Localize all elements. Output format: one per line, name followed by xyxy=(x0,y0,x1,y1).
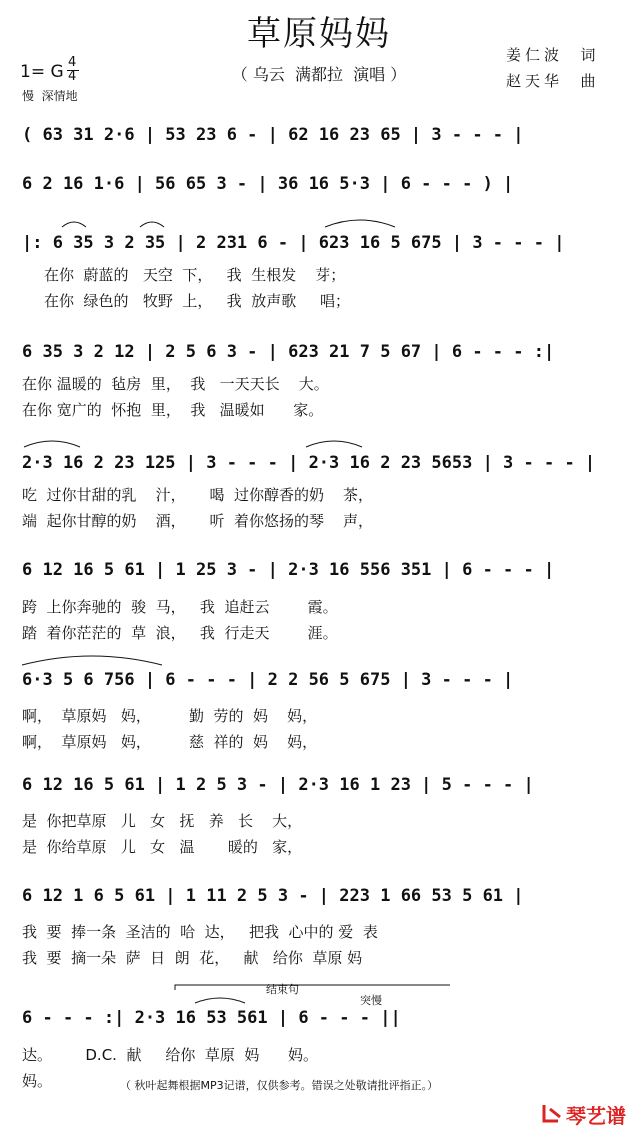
ending-bracket xyxy=(175,985,450,990)
slur xyxy=(62,222,86,227)
staff-row-6: 6 12 16 5 61 | 1 25 3 - | 2·3 16 556 351 | 6 - - - | xyxy=(22,560,555,580)
lyric-row-4-verse-1: 在你 温暖的 毡房 里， 我 一天天长 大。 xyxy=(22,375,329,393)
staff-row-2: 6 2 16 1·6 | 56 65 3 - | 36 16 5·3 | 6 - - - ) | xyxy=(22,174,514,194)
staff-row-7: 6·3 5 6 756 | 6 - - - | 2 2 56 5 675 | 3 - - - | xyxy=(22,670,514,690)
staff-row-3: |: 6 35 3 2 35 | 2 231 6 - | 623 16 5 675 | 3 - - - | xyxy=(22,233,565,253)
singers: （ 乌云 满都拉 演唱 ） xyxy=(231,65,407,84)
tempo-marking: 慢 深情地 xyxy=(22,89,78,103)
composer-credit: 赵天华 曲 xyxy=(506,72,600,90)
lyric-row-3-verse-1: 在你 蔚蓝的 天空 下， 我 生根发 芽； xyxy=(44,266,346,284)
site-logo[interactable] xyxy=(538,1098,634,1128)
lyric-row-3-verse-2: 在你 绿色的 牧野 上， 我 放声歌 唱； xyxy=(44,292,351,310)
music-note-icon xyxy=(540,1101,566,1127)
slur xyxy=(140,222,164,227)
staff-row-9: 6 12 1 6 5 61 | 1 11 2 5 3 - | 223 1 66 53 5 61 | xyxy=(22,886,524,906)
slow-label: 突慢 xyxy=(360,994,382,1007)
lyric-row-6-verse-2: 踏 着你茫茫的 草 浪， 我 行走天 涯。 xyxy=(22,624,338,642)
key-signature: 1= G xyxy=(20,62,64,82)
slur xyxy=(195,998,245,1003)
ending-label: 结束句 xyxy=(266,983,299,996)
lyric-row-8-verse-1: 是 你把草原 儿 女 抚 养 长 大， xyxy=(22,812,303,830)
lyric-row-4-verse-2: 在你 宽广的 怀抱 里， 我 温暖如 家。 xyxy=(22,401,324,419)
slur xyxy=(306,441,362,447)
lyric-row-8-verse-2: 是 你给草原 儿 女 温 暖的 家， xyxy=(22,838,303,856)
staff-row-1: ( 63 31 2·6 | 53 23 6 - | 62 16 23 65 | 3 - - - | xyxy=(22,125,524,145)
lyric-row-9-verse-2: 我 要 摘一朵 萨 日 朗 花， 献 给你 草原 妈 xyxy=(22,949,363,967)
page-title: 草原妈妈 xyxy=(247,14,391,54)
lyric-row-5-verse-2: 端 起你甘醇的奶 酒， 听 着你悠扬的琴 声， xyxy=(22,512,374,530)
time-signature-top: 4 xyxy=(68,55,77,70)
staff-row-10: 6 - - - :| 2·3 16 53 561 | 6 - - - || xyxy=(22,1008,401,1028)
lyricist-credit: 姜仁波 词 xyxy=(506,46,600,64)
time-signature-bottom: 4 xyxy=(68,69,77,84)
slur xyxy=(24,441,80,447)
staff-row-8: 6 12 16 5 61 | 1 2 5 3 - | 2·3 16 1 23 | 5 - - - | xyxy=(22,775,534,795)
lyric-row-9-verse-1: 我 要 捧一条 圣洁的 哈 达， 把我 心中的 爱 表 xyxy=(22,923,378,941)
slur xyxy=(22,656,162,665)
lyric-row-7-verse-2: 啊， 草原妈 妈， 慈 祥的 妈 妈， xyxy=(22,733,318,751)
lyric-row-10-verse-1: 达。 D.C. 献 给你 草原 妈 妈。 xyxy=(22,1046,318,1064)
slur xyxy=(325,220,395,227)
lyric-row-7-verse-1: 啊， 草原妈 妈， 勤 劳的 妈 妈， xyxy=(22,707,318,725)
staff-row-5: 2·3 16 2 23 125 | 3 - - - | 2·3 16 2 23 5653 | 3 - - - | xyxy=(22,453,596,473)
staff-row-4: 6 35 3 2 12 | 2 5 6 3 - | 623 21 7 5 67 | 6 - - - :| xyxy=(22,342,555,362)
logo-text: 琴艺谱 xyxy=(566,1104,626,1128)
lyric-row-5-verse-1: 吃 过你甘甜的乳 汁， 喝 过你醇香的奶 茶， xyxy=(22,486,374,504)
lyric-row-6-verse-1: 跨 上你奔驰的 骏 马， 我 追赶云 霞。 xyxy=(22,598,338,616)
lyric-row-10-verse-2: 妈。 xyxy=(22,1072,53,1090)
footer-note: （ 秋叶起舞根据MP3记谱，仅供参考。错误之处敬请批评指正。） xyxy=(120,1079,439,1092)
